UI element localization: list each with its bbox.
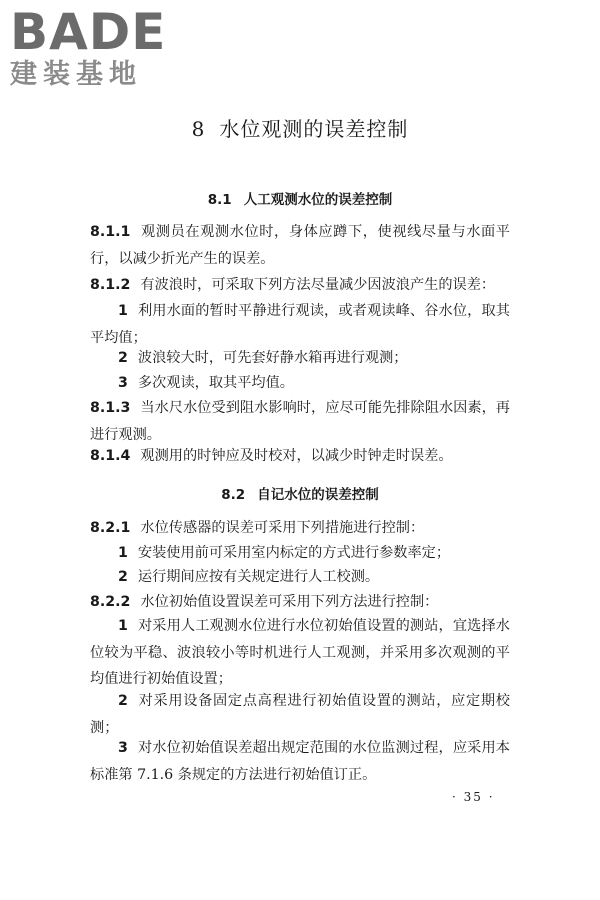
item-text: 对水位初始值误差超出规定范围的水位监测过程，应采用本标准第 7.1.6 条规定的方法进行初始值订正。 — [90, 740, 510, 783]
page-number: · 35 · — [452, 790, 495, 804]
logo-wordmark: BADE — [10, 3, 167, 61]
item-8-2-2-2 — [90, 688, 510, 741]
clause-text: 当水尺水位受到阻水影响时，应尽可能先排除阻水因素，再进行观测。 — [90, 400, 510, 443]
clause-number: 8.1.3 — [90, 400, 131, 416]
item-text: 对采用设备固定点高程进行初始值设置的测站，应定期校测； — [90, 693, 510, 736]
section-number: 8.1 — [207, 192, 232, 208]
item-8-1-2-3 — [90, 370, 510, 397]
clause-text: 有波浪时，可采取下列方法尽量减少因波浪产生的误差： — [140, 277, 496, 293]
clause-8-1-3 — [90, 395, 510, 448]
item-number: 1 — [118, 545, 128, 561]
item-number: 1 — [118, 618, 128, 634]
clause-number: 8.1.4 — [90, 448, 131, 464]
item-text: 安装使用前可采用室内标定的方式进行参数率定； — [137, 545, 451, 561]
clause-8-1-4 — [90, 443, 510, 470]
clause-number: 8.1.2 — [90, 277, 131, 293]
chapter-heading — [0, 113, 600, 142]
section-title: 自记水位的误差控制 — [257, 487, 379, 503]
clause-text: 观测用的时钟应及时校对，以减少时钟走时误差。 — [140, 448, 453, 464]
section-heading-8-1 — [0, 188, 600, 208]
item-text: 运行期间应按有关规定进行人工校测。 — [137, 569, 380, 585]
item-number: 3 — [118, 740, 128, 756]
item-text: 利用水面的暂时平静进行观读，或者观读峰、谷水位，取其平均值； — [90, 303, 510, 346]
section-title: 人工观测水位的误差控制 — [243, 192, 393, 208]
section-number: 8.2 — [221, 487, 246, 503]
item-text: 波浪较大时，可先套好静水箱再进行观测； — [137, 350, 408, 366]
item-8-2-1-1 — [90, 540, 510, 567]
item-number: 2 — [118, 350, 128, 366]
item-number: 1 — [118, 303, 128, 319]
item-text: 多次观读，取其平均值。 — [137, 375, 294, 391]
item-8-2-1-2 — [90, 564, 510, 591]
clause-text: 观测员在观测水位时，身体应蹲下，使视线尽量与水面平行，以减少折光产生的误差。 — [90, 224, 510, 267]
chapter-title: 水位观测的误差控制 — [219, 117, 409, 141]
clause-8-1-2 — [90, 272, 510, 299]
clause-number: 8.1.1 — [90, 224, 131, 240]
item-text: 对采用人工观测水位进行水位初始值设置的测站，宜选择水位较为平稳、波浪较小等时机进行人工观测，并采用多次观测的平均值进行初始值设置； — [90, 618, 510, 687]
item-number: 2 — [118, 569, 128, 585]
item-8-2-2-3 — [90, 735, 510, 788]
item-8-1-2-1 — [90, 298, 510, 351]
item-number: 2 — [118, 693, 128, 709]
clause-number: 8.2.2 — [90, 594, 131, 610]
chapter-number: 8 — [191, 117, 206, 141]
logo-subtitle: 建装基地 — [10, 59, 142, 90]
item-number: 3 — [118, 375, 128, 391]
clause-8-2-2 — [90, 589, 510, 616]
bade-logo — [10, 3, 180, 90]
clause-8-1-1 — [90, 219, 510, 272]
section-heading-8-2 — [0, 483, 600, 503]
clause-number: 8.2.1 — [90, 520, 131, 536]
item-8-2-2-1 — [90, 613, 510, 693]
item-8-1-2-2 — [90, 345, 510, 372]
clause-text: 水位传感器的误差可采用下列措施进行控制： — [140, 520, 425, 536]
clause-text: 水位初始值设置误差可采用下列方法进行控制： — [140, 594, 439, 610]
clause-8-2-1 — [90, 515, 510, 542]
